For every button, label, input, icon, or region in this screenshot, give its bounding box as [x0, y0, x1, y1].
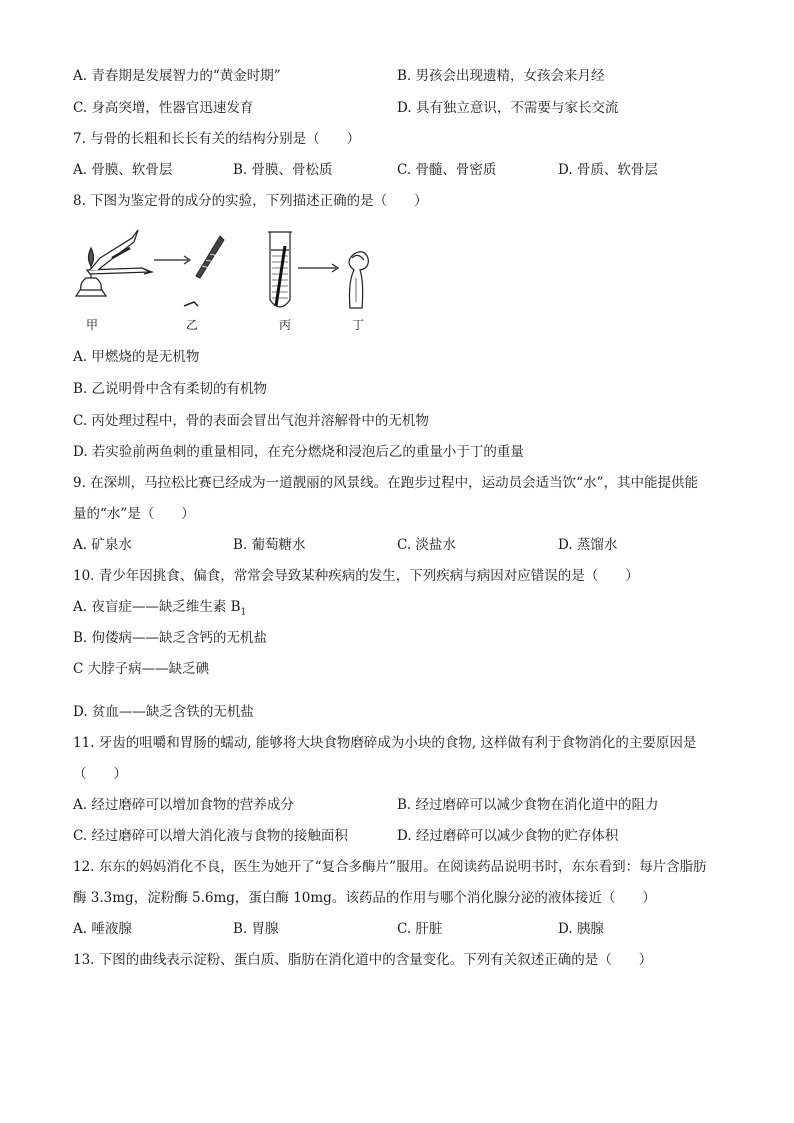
figure-label-jia: 甲	[86, 318, 99, 332]
q7-option-b: B. 骨膜、骨松质	[233, 162, 333, 178]
q13-stem: 13. 下图的曲线表示淀粉、蛋白质、脂肪在消化道中的含量变化。下列有关叙述正确的是（ ）	[73, 952, 653, 968]
figure-label-yi: 乙	[186, 318, 199, 332]
q12-option-b: B. 胃腺	[233, 921, 279, 937]
q6-option-a: A. 青春期是发展智力的“黄金时期”	[73, 68, 281, 84]
q11-option-b: B. 经过磨碎可以减少食物在消化道中的阻力	[397, 797, 659, 813]
q6-option-d: D. 具有独立意识，不需要与家长交流	[397, 100, 619, 116]
q7-option-c: C. 骨髓、骨密质	[397, 162, 497, 178]
q12-option-d: D. 胰腺	[558, 921, 604, 937]
figure-label-bing: 丙	[279, 318, 292, 332]
q11-option-d: D. 经过磨碎可以减少食物的贮存体积	[397, 828, 619, 844]
knotted-bone-illustration	[349, 252, 368, 308]
q11-stem-line1: 11. 牙齿的咀嚼和胃肠的蠕动, 能够将大块食物磨碎成为小块的食物, 这样做有利于食物消化的主要原因是	[73, 735, 697, 751]
burned-bone-illustration	[184, 236, 224, 306]
q8-option-b: B. 乙说明骨中含有柔韧的有机物	[73, 381, 268, 397]
q10-stem: 10. 青少年因挑食、偏食，常常会导致某种疾病的发生，下列疾病与病因对应错误的是（ ）	[73, 568, 639, 584]
arrow-icon	[298, 264, 338, 272]
test-tube-illustration	[268, 232, 292, 307]
q9-stem-line1: 9. 在深圳，马拉松比赛已经成为一道靓丽的风景线。在跑步过程中，运动员会适当饮“水”，其中能提供能	[73, 475, 698, 491]
q7-stem: 7. 与骨的长粗和长长有关的结构分别是（ ）	[73, 131, 361, 147]
q11-option-a: A. 经过磨碎可以增加食物的营养成分	[73, 797, 294, 813]
q7-option-d: D. 骨质、软骨层	[558, 162, 658, 178]
q10-option-b: B. 佝偻病——缺乏含钙的无机盐	[73, 630, 268, 646]
q6-option-b: B. 男孩会出现遗精，女孩会来月经	[397, 68, 605, 84]
q7-option-a: A. 骨膜、软骨层	[73, 162, 173, 178]
q8-option-a: A. 甲燃烧的是无机物	[73, 349, 200, 365]
q12-stem-line2: 酶 3.3mg，淀粉酶 5.6mg，蛋白酶 10mg。该药品的作用与哪个消化腺分泌的液体接近（ ）	[73, 890, 656, 906]
q10-option-a	[73, 598, 246, 622]
q10-option-a-subscript: 1	[240, 607, 247, 618]
q10-option-d: D. 贫血——缺乏含铁的无机盐	[73, 704, 254, 720]
figure-label-ding: 丁	[352, 318, 365, 332]
q10-option-c: C 大脖子病——缺乏碘	[73, 661, 210, 677]
q8-option-c: C. 丙处理过程中，骨的表面会冒出气泡并溶解骨中的无机物	[73, 413, 429, 429]
q8-option-d: D. 若实验前两鱼刺的重量相同，在充分燃烧和浸泡后乙的重量小于丁的重量	[73, 444, 524, 460]
q10-option-a-text: A. 夜盲症——缺乏维生素 B	[73, 599, 241, 615]
q8-stem: 8. 下图为鉴定骨的成分的实验，下列描述正确的是（ ）	[73, 193, 428, 209]
bone-experiment-figure	[72, 222, 372, 334]
q12-option-c: C. 肝脏	[397, 921, 443, 937]
q9-option-d: D. 蒸馏水	[558, 537, 618, 553]
q11-option-c: C. 经过磨碎可以增大消化液与食物的接触面积	[73, 828, 348, 844]
alcohol-lamp-illustration	[76, 230, 152, 296]
q6-option-c: C. 身高突增，性器官迅速发育	[73, 100, 254, 116]
q11-stem-line2: （ ）	[73, 766, 127, 782]
arrow-icon	[154, 256, 190, 264]
q9-stem-line2: 量的“水”是（ ）	[73, 506, 195, 522]
q9-option-a: A. 矿泉水	[73, 537, 132, 553]
q12-option-a: A. 唾液腺	[73, 921, 132, 937]
q9-option-c: C. 淡盐水	[397, 537, 456, 553]
q9-option-b: B. 葡萄糖水	[233, 537, 306, 553]
q12-stem-line1: 12. 东东的妈妈消化不良，医生为她开了“复合多酶片”服用。在阅读药品说明书时，东东看到：每片含脂肪	[73, 859, 707, 875]
